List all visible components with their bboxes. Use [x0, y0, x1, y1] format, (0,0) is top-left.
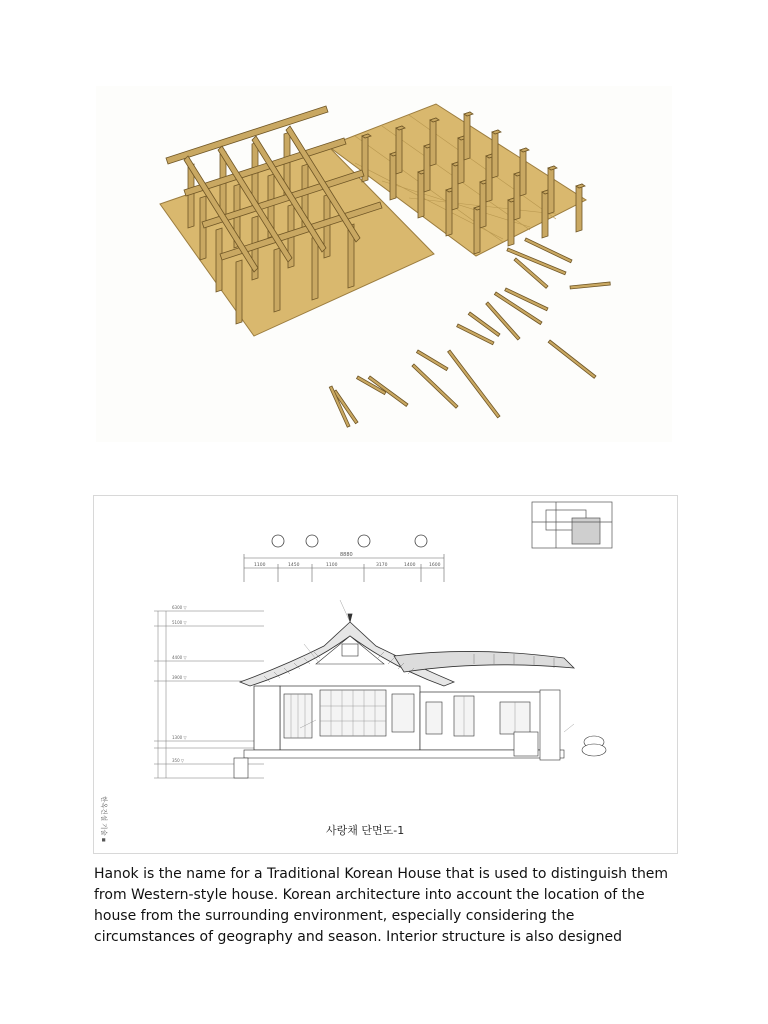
- paragraph-line: Hanok is the name for a Traditional Korean House that is used to distinguish them: [94, 866, 669, 882]
- post: [390, 152, 396, 200]
- span-dim: 1400: [404, 563, 416, 568]
- key-plan: [532, 502, 612, 548]
- level-mark: 6300 ▽: [172, 605, 187, 610]
- post: [486, 154, 492, 202]
- post: [514, 172, 520, 220]
- drawing-caption: 사랑채 단면도-1: [326, 824, 405, 837]
- loose-member: [570, 282, 610, 289]
- level-mark: 5100 ▽: [172, 620, 187, 625]
- frame-post: [312, 236, 318, 300]
- frame-post: [216, 228, 222, 292]
- post: [396, 126, 402, 174]
- post: [458, 136, 464, 184]
- loose-member: [548, 340, 596, 378]
- loose-member: [412, 364, 458, 408]
- span-dim: 1100: [254, 563, 266, 568]
- frame-post: [236, 260, 242, 324]
- post: [446, 188, 452, 236]
- post: [508, 198, 514, 246]
- level-marks: [172, 605, 187, 763]
- span-dim: 3170: [376, 563, 388, 568]
- post: [520, 148, 526, 196]
- span-dimensions: [254, 562, 441, 568]
- paragraph-line: house from the surrounding environment, especially considering the: [94, 908, 575, 924]
- post: [452, 162, 458, 210]
- span-dim: 1600: [429, 563, 441, 568]
- timber-frame-illustration: [96, 86, 672, 442]
- post: [480, 180, 486, 228]
- post: [474, 206, 480, 254]
- elevation-svg: [94, 496, 677, 853]
- paragraph-line: from Western-style house. Korean architecture into account the location of the: [94, 887, 645, 903]
- loose-member: [416, 350, 448, 371]
- body-paragraph: [94, 864, 694, 948]
- level-mark: 350 ▽: [172, 758, 184, 763]
- side-label: 한옥건설 기술 ▪: [100, 796, 108, 843]
- top-dimension-lines: [244, 554, 444, 582]
- post: [548, 166, 554, 214]
- post: [492, 130, 498, 178]
- overall-dimension: 8880: [340, 552, 353, 558]
- axis-markers: [272, 535, 427, 547]
- span-dim: 1450: [288, 563, 300, 568]
- post: [430, 118, 436, 166]
- post: [424, 144, 430, 192]
- post: [418, 170, 424, 218]
- loose-member: [368, 376, 408, 406]
- post: [542, 190, 548, 238]
- loose-member: [505, 288, 548, 311]
- hanok-elevation-drawing: [93, 495, 678, 854]
- paragraph-line: circumstances of geography and season. Interior structure is also designed: [94, 929, 623, 945]
- frame-post: [274, 248, 280, 312]
- roof: [240, 614, 574, 686]
- level-mark: 4400 ▽: [172, 655, 187, 660]
- post: [576, 184, 582, 232]
- level-mark: 3900 ▽: [172, 675, 187, 680]
- level-mark: 1300 ▽: [172, 735, 187, 740]
- post: [464, 112, 470, 160]
- span-dim: 1100: [326, 563, 338, 568]
- timber-frame-drawing: [96, 86, 672, 442]
